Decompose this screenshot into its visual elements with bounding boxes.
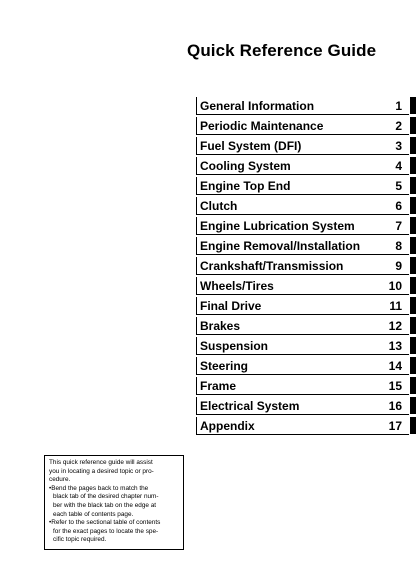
toc-entry-label: Steering — [200, 358, 249, 373]
toc-entry-link[interactable] — [196, 197, 409, 215]
table-of-contents — [196, 95, 416, 435]
toc-row — [196, 355, 416, 375]
chapter-tab-marker — [410, 197, 416, 214]
chapter-tab-marker — [410, 377, 416, 394]
toc-row — [196, 335, 416, 355]
toc-row — [196, 275, 416, 295]
toc-chapter-number: 11 — [389, 298, 402, 313]
toc-chapter-number: 5 — [395, 178, 402, 193]
toc-entry-link[interactable] — [196, 297, 409, 315]
toc-entry-link[interactable] — [196, 177, 409, 195]
note-text-line: cedure. — [49, 476, 71, 484]
toc-entry-link[interactable] — [196, 397, 409, 415]
toc-entry-link[interactable] — [196, 277, 409, 295]
note-text-line: you in locating a desired topic or pro- — [49, 467, 154, 475]
toc-entry-label: Wheels/Tires — [200, 278, 274, 293]
toc-chapter-number: 15 — [388, 378, 402, 393]
toc-entry-label: Appendix — [200, 418, 255, 433]
toc-entry-label: Periodic Maintenance — [200, 118, 324, 133]
toc-row — [196, 135, 416, 155]
toc-entry-label: Fuel System (DFI) — [200, 138, 302, 153]
toc-entry-label: Cooling System — [200, 158, 291, 173]
toc-chapter-number: 4 — [395, 158, 402, 173]
chapter-tab-marker — [410, 317, 416, 334]
usage-note-box — [44, 455, 184, 550]
chapter-tab-marker — [410, 297, 416, 314]
toc-entry-label: General Information — [200, 98, 315, 113]
note-text-line: This quick reference guide will assist — [49, 459, 153, 466]
toc-chapter-number: 6 — [395, 198, 402, 213]
toc-chapter-number: 3 — [395, 138, 402, 153]
toc-entry-link[interactable] — [196, 237, 409, 255]
chapter-tab-marker — [410, 397, 416, 414]
chapter-tab-marker — [410, 417, 416, 434]
toc-entry-label: Electrical System — [200, 398, 300, 413]
toc-chapter-number: 13 — [388, 338, 402, 353]
toc-chapter-number: 16 — [388, 398, 402, 413]
toc-row — [196, 195, 416, 215]
toc-chapter-number: 10 — [388, 278, 402, 293]
toc-chapter-number: 1 — [395, 98, 402, 113]
toc-row — [196, 375, 416, 395]
toc-entry-link[interactable] — [196, 257, 409, 275]
toc-row — [196, 115, 416, 135]
toc-entry-link[interactable] — [196, 157, 409, 175]
toc-entry-label: Final Drive — [200, 298, 262, 313]
toc-entry-link[interactable] — [196, 217, 409, 235]
chapter-tab-marker — [410, 237, 416, 254]
toc-chapter-number: 9 — [395, 258, 402, 273]
toc-chapter-number: 17 — [388, 418, 402, 433]
chapter-tab-marker — [410, 357, 416, 374]
toc-row — [196, 95, 416, 115]
chapter-tab-marker — [410, 277, 416, 294]
toc-entry-link[interactable] — [196, 97, 409, 115]
toc-entry-label: Suspension — [200, 338, 269, 353]
toc-entry-label: Brakes — [200, 318, 241, 333]
chapter-tab-marker — [410, 157, 416, 174]
toc-entry-link[interactable] — [196, 417, 409, 435]
toc-row — [196, 415, 416, 435]
note-text-line: cific topic required. — [53, 536, 107, 544]
toc-row — [196, 155, 416, 175]
toc-entry-link[interactable] — [196, 137, 409, 155]
chapter-tab-marker — [410, 177, 416, 194]
toc-row — [196, 235, 416, 255]
toc-entry-label: Frame — [200, 378, 237, 393]
toc-entry-label: Engine Removal/Installation — [200, 238, 361, 253]
toc-chapter-number: 2 — [395, 118, 402, 133]
chapter-tab-marker — [410, 337, 416, 354]
toc-row — [196, 395, 416, 415]
toc-entry-label: Engine Top End — [200, 178, 291, 193]
toc-entry-label: Clutch — [200, 198, 238, 213]
toc-row — [196, 175, 416, 195]
note-text-line: black tab of the desired chapter num- — [53, 493, 159, 501]
chapter-tab-marker — [410, 117, 416, 134]
note-text-line: each table of contents page. — [53, 510, 134, 518]
toc-entry-link[interactable] — [196, 337, 409, 355]
toc-entry-link[interactable] — [196, 377, 409, 395]
note-text-line: •Refer to the sectional table of contents — [49, 519, 161, 527]
toc-row — [196, 295, 416, 315]
note-text-line: ber with the black tab on the edge at — [53, 501, 157, 509]
toc-entry-link[interactable] — [196, 117, 409, 135]
chapter-tab-marker — [410, 97, 416, 114]
toc-chapter-number: 14 — [388, 358, 402, 373]
toc-entry-link[interactable] — [196, 357, 409, 375]
toc-row — [196, 315, 416, 335]
note-text-line: for the exact pages to locate the spe- — [53, 527, 159, 535]
toc-entry-link[interactable] — [196, 317, 409, 335]
toc-chapter-number: 7 — [395, 218, 402, 233]
toc-row — [196, 215, 416, 235]
note-text-line: •Bend the pages back to match the — [49, 484, 149, 492]
toc-entry-label: Engine Lubrication System — [200, 218, 355, 233]
chapter-tab-marker — [410, 137, 416, 154]
toc-entry-label: Crankshaft/Transmission — [200, 258, 344, 273]
toc-row — [196, 255, 416, 275]
chapter-tab-marker — [410, 217, 416, 234]
chapter-tab-marker — [410, 257, 416, 274]
toc-chapter-number: 12 — [388, 318, 402, 333]
toc-chapter-number: 8 — [395, 238, 402, 253]
page-title: Quick Reference Guide — [187, 41, 377, 60]
